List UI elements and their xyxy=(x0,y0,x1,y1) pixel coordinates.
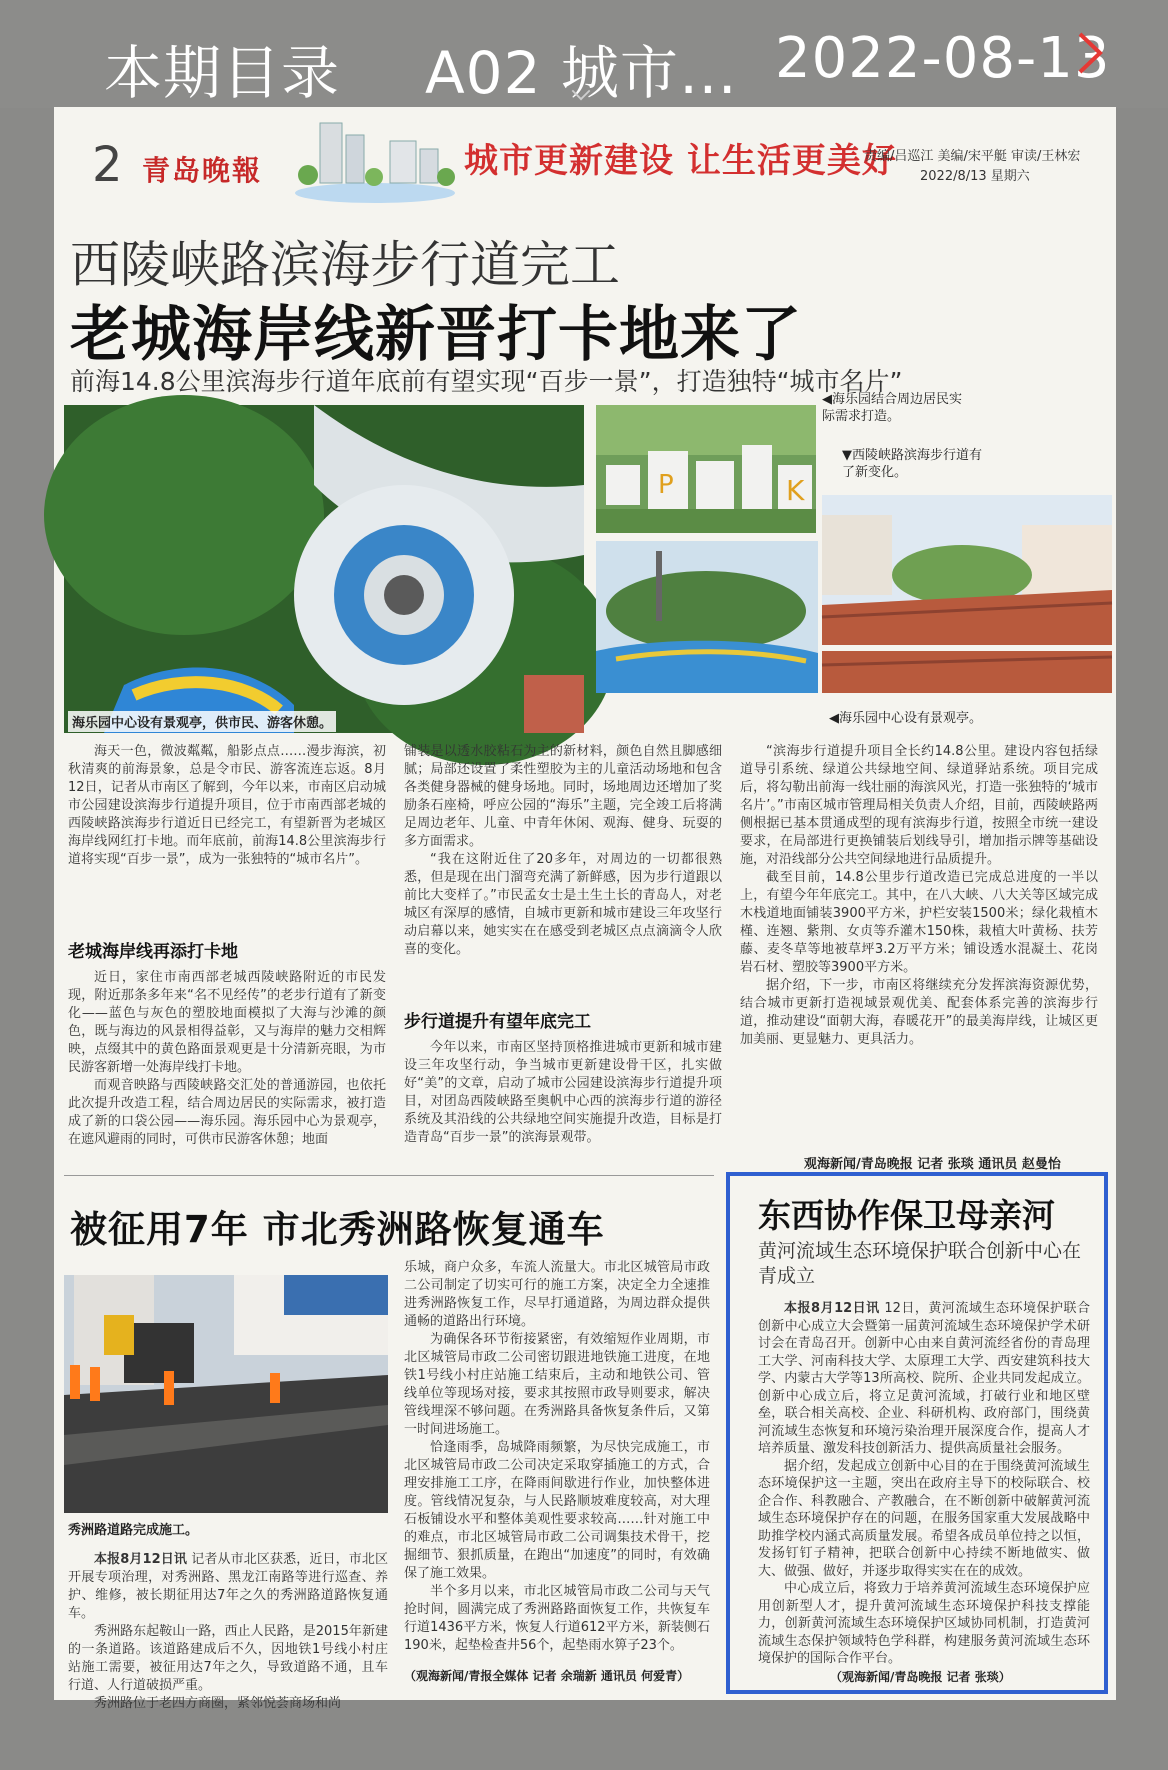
walkway-photo xyxy=(822,495,1112,645)
aerial-park-photo xyxy=(64,405,584,733)
story2-para1-text: 记者从市北区获悉，近日，市北区开展专项治理，对秀洲路、黑龙江南路等进行巡查、养护、维修，被长期征用达7年之久的秀洲路道路恢复通车。 xyxy=(68,1552,388,1621)
story3-para3: 中心成立后，将致力于培养黄河流域生态环境保护应用创新型人才，提升黄河流域生态环境保护科技支撑能力，创新黄河流域生态环境保护区域协同机制，打造黄河流域生态保护领域特色学科群，构建服务黄河流域生态环境保护的国际合作平台。 xyxy=(758,1581,1090,1666)
slogan-banner: 城市更新建设 让生活更美好 xyxy=(464,141,897,181)
lead-col3-para3: 据介绍，下一步，市南区将继续充分发挥滨海资源优势，结合城市更新打造视域景观优美、配套体系完善的滨海步行道，推动建设“面朝大海，春暖花开”的最美海岸线，让城区更加美丽、更显魅力、更具活力。 xyxy=(740,978,1098,1047)
story2-para1 xyxy=(68,1551,388,1623)
lead-col3-para2: 截至目前，14.8公里步行道改造已完成总进度的一半以上，有望今年年底完工。其中，在八大峡、八大关等区域完成木栈道地面铺装3900平方米，护栏安装1500米；绿化栽植木槿、连翘、紫荆、女贞等乔灌木150株，栽植大叶黄杨、扶芳藤、麦冬草等地被草坪3.2万平方米；铺设透水混凝土、花岗岩石材、塑胶等3900平方米。 xyxy=(740,870,1098,975)
lead-col1-subhead: 老城海岸线再添打卡地 xyxy=(68,942,238,962)
lead-column-1 xyxy=(68,743,386,869)
story3-subhead: 黄河流域生态环境保护联合创新中心在青成立 xyxy=(758,1240,1082,1287)
walkway-photo-lower xyxy=(822,651,1112,693)
section-selector[interactable]: A02 城市… xyxy=(425,39,738,107)
editors-credit: 责编/吕巡江 美编/宋平艇 审读/王林宏 xyxy=(864,149,1081,164)
lead-byline: 观海新闻/青岛晚报 记者 张琰 通讯员 赵曼怡 xyxy=(804,1157,1061,1172)
story2-para2: 秀洲路东起鞍山一路，西止人民路，是2015年新建的一条道路。该道路建成后不久，因地铁1号线小村庄站施工需要，被征用达7年之久，导致道路不通，且车行道、人行道破损严重。 xyxy=(68,1624,388,1693)
story2-dateline: 本报8月12日讯 xyxy=(94,1552,187,1567)
lead-col1-para1: 海天一色，微波粼粼，船影点点……漫步海滨，初秋清爽的前海景象，总是令市民、游客流连忘返。8月12日，记者从市南区了解到，今年以来，市南区启动城市公园建设滨海步行道提升项目，位于市南西部老城的西陵峡路滨海步行道近日已经完工，有望新晋为老城区海岸线网红打卡地。而年底前，前海14.8公里滨海步行道将实现“百步一景”，成为一张独特的“城市名片”。 xyxy=(68,744,386,867)
road-photo-caption: 秀洲路道路完成施工。 xyxy=(68,1523,199,1538)
lead-col2-para2: “我在这附近住了20多年，对周边的一切都很熟悉，但是现在出门溜弯充满了新鲜感，因为步行道跟以前比大变样了。”市民孟女士是土生土长的青岛人，对老城区有深厚的感情，自城市更新和城市建设三年攻坚行动启幕以来，她实实在在感受到老城区点点滴滴令人欣喜的变化。 xyxy=(404,852,722,957)
top-navigation-bar xyxy=(0,0,1168,108)
paper-logo: 青岛晚報 xyxy=(142,154,263,187)
chevron-right-icon[interactable] xyxy=(1070,28,1110,78)
catalog-button[interactable]: 本期目录 xyxy=(104,39,341,107)
story3-byline: （观海新闻/青岛晚报 记者 张琰） xyxy=(830,1670,1011,1684)
lead-column-1b xyxy=(68,969,386,1149)
story2-byline: （观海新闻/青报全媒体 记者 余瑞新 通讯员 何爱青） xyxy=(404,1669,690,1683)
lead-subhead: 前海14.8公里滨海步行道年底前有望实现“百步一景”，打造独特“城市名片” xyxy=(70,367,903,396)
svg-text:P: P xyxy=(658,470,674,500)
walkway-photo-caption: ▼西陵峡路滨海步行道有了新变化。 xyxy=(842,448,982,480)
pavilion-photo-caption: ◀海乐园中心设有景观亭。 xyxy=(829,711,982,726)
newspaper-page xyxy=(54,107,1116,1711)
story3-para2: 据介绍，发起成立创新中心目的在于围绕黄河流域生态环境保护这一主题，突出在政府主导下的校际联合、校企合作、科教融合、产教融合，在不断创新中破解黄河流域生态环境保护存在的问题，在服务国家重大发展战略中助推学校内涵式高质量发展。希望各成员单位持之以恒，发扬钉钉子精神，把联合创新中心持续不断地做实、做大、做强、做好，并逐步取得实实在在的成效。 xyxy=(758,1458,1090,1579)
masthead xyxy=(54,107,1116,207)
story2-column-2 xyxy=(404,1259,710,1655)
city-skyline-illustration xyxy=(290,113,460,203)
road-construction-photo xyxy=(64,1275,388,1513)
lead-col1-para3: 而观音映路与西陵峡路交汇处的普通游园，也依托此次提升改造工程，结合周边居民的实际需求，被打造成了新的口袋公园——海乐园。海乐园中心为景观亭，在遮风避雨的同时，可供市民游客休憩；地面 xyxy=(68,1078,386,1147)
story3-para1-text: 12日，黄河流域生态环境保护联合创新中心成立大会暨第一届黄河流域生态环境保护学术研讨会在青岛召开。创新中心由来自黄河流经省份的青岛理工大学、河南科技大学、太原理工大学、西安建筑科技大学、内蒙古大学等13所高校、院所、企业共同发起成立。创新中心成立后，将立足黄河流域，打破行业和地区壁垒，联合相关高校、企业、科研机构、政府部门，围绕黄河流域生态恢复和环境污染治理开展深度合作，提高人才培养质量、激发科技创新活力、提供高质量社会服务。 xyxy=(758,1301,1090,1456)
story3-body xyxy=(758,1300,1090,1668)
story3-para1 xyxy=(758,1300,1090,1458)
story2-col2-para3: 恰逢雨季，岛城降雨频繁，为尽快完成施工，市北区城管局市政二公司决定采取穿插施工的方式，合理安排施工工序，在降雨间歇进行作业，加快整体进度。管线情况复杂，与人民路顺坡难度较高，对大理石板铺设水平和整体美观性要求较高……针对施工中的难点，市北区城管局市政二公司调集技术骨干，挖掘细节、狠抓质量，在跑出“加速度”的同时，有效确保了施工效果。 xyxy=(404,1440,710,1581)
lead-column-2 xyxy=(404,743,722,959)
pavilion-photo xyxy=(596,541,818,693)
lead-col3-para1: “滨海步行道提升项目全长约14.8公里。建设内容包括绿道导引系统、绿道公共绿地空间、绿道驿站系统。项目完成后，将勾勒出前海一线壮丽的海滨风光，打造一张独特的‘城市名片’。”市南区城市管理局相关负责人介绍，目前，西陵峡路两侧根据已基本贯通成型的现有滨海步行道，按照全市统一建设要求，在局部进行更换铺装后划线导引，增加指示牌等基础设施，对沿线部分公共空间绿地进行品质提升。 xyxy=(740,744,1098,867)
park-sign-photo xyxy=(596,405,816,533)
aerial-photo-caption: 海乐园中心设有景观亭，供市民、游客休憩。 xyxy=(68,711,336,732)
story2-column-1 xyxy=(68,1551,388,1713)
lead-column-3 xyxy=(740,743,1098,1049)
page-number: 2 xyxy=(92,137,123,193)
lead-column-2b xyxy=(404,1039,722,1147)
story2-headline: 被征用7年 市北秀洲路恢复通车 xyxy=(70,1208,605,1251)
story2-para3: 秀洲路位于老四方商圈，紧邻悦荟商场和尚 xyxy=(94,1696,342,1711)
story2-col2-para1: 乐城，商户众多，车流人流量大。市北区城管局市政二公司制定了切实可行的施工方案，决定全力全速推进秀洲路恢复工作，尽早打通道路，为周边群众提供通畅的道路出行环境。 xyxy=(404,1260,710,1329)
highlighted-article-box[interactable] xyxy=(726,1172,1108,1694)
section-divider xyxy=(64,1175,714,1176)
lead-col2-subhead: 步行道提升有望年底完工 xyxy=(404,1012,591,1032)
svg-text:K: K xyxy=(786,474,805,507)
issue-date: 2022/8/13 星期六 xyxy=(920,169,1030,184)
issue-date-selector[interactable]: 2022-08-13 xyxy=(775,26,1111,91)
lead-kicker: 西陵峡路滨海步行道完工 xyxy=(70,236,620,294)
lead-col2-para1: 铺装是以透水胶粘石为主的新材料，颜色自然且脚感细腻；局部还设置了柔性塑胶为主的儿童活动场地和包含各类健身器械的健身场地。同时，场地周边还增加了奖励条石座椅，呼应公园的“海乐”主题，完全竣工后将满足周边老年、儿童、中青年休闲、观海、健身、玩耍的多方面需求。 xyxy=(404,744,722,849)
story2-col2-para4: 半个多月以来，市北区城管局市政二公司与天气抢时间，圆满完成了秀洲路路面恢复工作，共恢复车行道1436平方米，恢复人行道612平方米，新装侧石190米，起垫检查井56个，起垫雨水箅子23个。 xyxy=(404,1584,710,1653)
story3-dateline: 本报8月12日讯 xyxy=(784,1301,880,1316)
lead-col1-para2: 近日，家住市南西部老城西陵峡路附近的市民发现，附近那条多年来“名不见经传”的老步行道有了新变化——蓝色与灰色的塑胶地面模拟了大海与沙滩的颜色，既与海边的风景相得益彰，又与海岸的魅力交相辉映，点缀其中的黄色路面景观更是十分清新亮眼，为市民游客新增一处海岸线打卡地。 xyxy=(68,970,386,1075)
sign-photo-caption: ◀海乐园结合周边居民实际需求打造。 xyxy=(822,392,962,424)
story3-headline: 东西协作保卫母亲河 xyxy=(758,1196,1055,1235)
lead-headline: 老城海岸线新晋打卡地来了 xyxy=(70,300,802,370)
lead-col2-para3: 今年以来，市南区坚持顶格推进城市更新和城市建设三年攻坚行动，争当城市更新建设骨干区，扎实做好“美”的文章，启动了城市公园建设滨海步行道提升项目，对团岛西陵峡路至奥帆中心西的滨海步行道的游径系统及其沿线的公共绿地空间实施提升改造，目标是打造青岛“百步一景”的滨海景观带。 xyxy=(404,1040,722,1145)
story2-col2-para2: 为确保各环节衔接紧密，有效缩短作业周期，市北区城管局市政二公司密切跟进地铁施工进度，在地铁1号线小村庄站施工结束后，主动和地铁公司、管线单位等现场对接，要求其按照市政导则要求，解决管线埋深不够问题。在秀洲路具备恢复条件后，又第一时间进场施工。 xyxy=(404,1332,710,1437)
